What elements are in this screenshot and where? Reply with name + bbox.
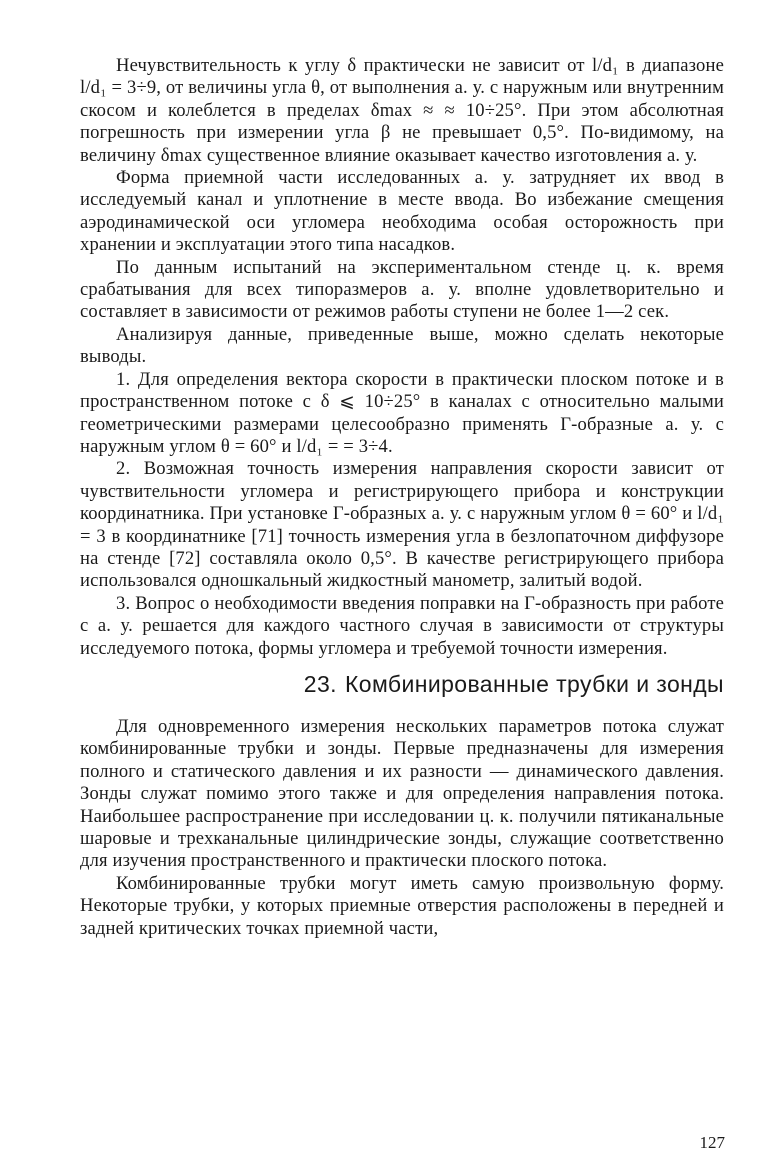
- paragraph-conclusions-intro: Анализируя данные, приведенные выше, можно сделать некоторые выводы.: [80, 323, 724, 368]
- paragraph-conclusion-2: 2. Возможная точность измерения направления скорости зависит от чувствительности угломера и регистрирующего прибора и конструкции координатника. При установке Г-образных а. у. с наружным углом θ = 60° и l/d₁ = 3 в координатнике [71] точность измерения угла в безлопаточном диффузоре на стенде [72] составляла около 0,5°. В качестве регистрирующего прибора использовался одношкальный жидкостный манометр, залитый водой.: [80, 458, 724, 592]
- paragraph-insensitivity: Нечувствительность к углу δ практически не зависит от l/d₁ в диапазоне l/d₁ = 3÷9, от величины угла θ, от выполнения а. у. с наружным или внутренним скосом и колеблется в пределах δmax ≈ ≈ 10÷25°. При этом абсолютная погрешность при измерении угла β не превышает 0,5°. По-видимому, на величину δmax существенное влияние оказывает качество изготовления а. у.: [80, 55, 724, 166]
- section-title: Комбинированные трубки и зонды: [344, 670, 724, 697]
- paragraph-response-time: По данным испытаний на экспериментальном стенде ц. к. время срабатывания для всех типоразмеров а. у. вполне удовлетворительно и составляет в зависимости от режимов работы ступени не более 1—2 сек.: [80, 256, 724, 323]
- page-number: 127: [699, 1133, 725, 1152]
- paragraph-conclusion-3: 3. Вопрос о необходимости введения поправки на Г-образность при работе с а. у. решается для каждого частного случая в зависимости от структуры исследуемого потока, формы угломера и требуемой точности измерения.: [80, 592, 724, 659]
- paragraph-combined-probes: Для одновременного измерения нескольких параметров потока служат комбинированные трубки и зонды. Первые предназначены для измерения полного и статического давления и их разности — динамического давления. Зонды служат помимо этого также и для определения направления потока. Наибольшее распространение при исследовании ц. к. получили пятиканальные шаровые и трехканальные цилиндрические зонды, служащие соответственно для изучения пространственного и практически плоского потока.: [80, 715, 724, 872]
- paragraph-receiver-shape: Форма приемной части исследованных а. у. затрудняет их ввод в исследуемый канал и уплотнение в месте ввода. Во избежание смещения аэродинамической оси угломера необходима особая осторожность при хранении и эксплуатации этого типа насадков.: [80, 167, 724, 256]
- section-number: 23.: [303, 670, 337, 697]
- section-heading: [80, 670, 724, 698]
- paragraph-tube-shapes: Комбинированные трубки могут иметь самую произвольную форму. Некоторые трубки, у которых приемные отверстия расположены в передней и задней критических точках приемной части,: [80, 872, 724, 939]
- paragraph-conclusion-1: 1. Для определения вектора скорости в практически плоском потоке и в пространственном потоке с δ ⩽ 10÷25° в каналах с относительно малыми геометрическими размерами целесообразно применять Г-образные а. у. с наружным углом θ = 60° и l/d₁ = = 3÷4.: [80, 368, 724, 457]
- page-body: [80, 55, 724, 940]
